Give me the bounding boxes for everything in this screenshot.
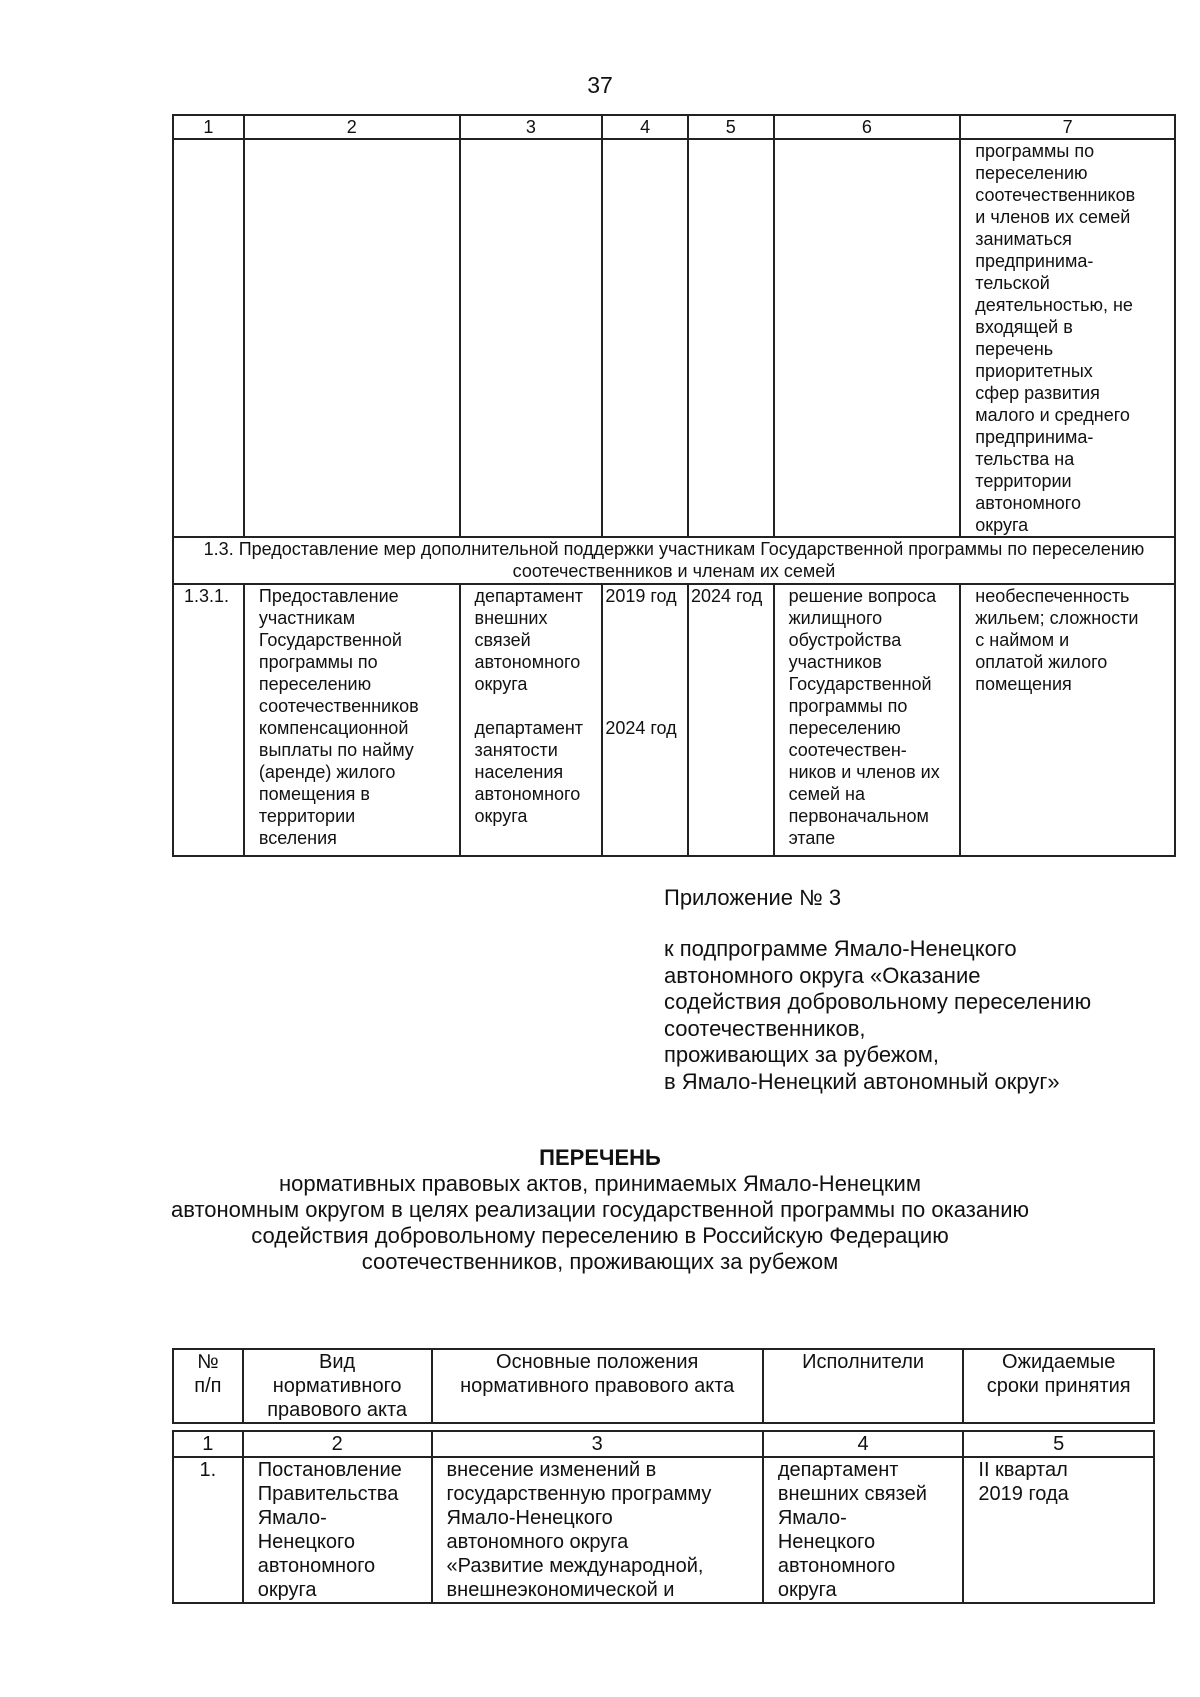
- section-title: 1.3. Предоставление мер дополнительной поддержки участникам Государственной программы по переселению соотечественников и членам их семей: [173, 537, 1175, 584]
- title-line-3: содействия добровольному переселению в Российскую Федерацию: [251, 1223, 949, 1248]
- col-header-7: 7: [960, 115, 1175, 139]
- start-cell: [602, 584, 688, 856]
- title-line-2: автономным округом в целях реализации государственной программы по оказанию: [171, 1197, 1029, 1222]
- title-line-4: соотечественников, проживающих за рубежом: [361, 1249, 839, 1274]
- table-row: [173, 584, 1175, 856]
- col-header-6: 6: [774, 115, 961, 139]
- header-deadline: Ожидаемые сроки принятия: [963, 1349, 1154, 1423]
- continued-risk-cell: программы по переселению соотечественников и членов их семей заниматься предпринима- тельской деятельностью, не входящей в перечень приоритетных сфер развития малого и среднего предпринима- тельства на территории автономного округа: [960, 139, 1175, 537]
- col-header-5: 5: [688, 115, 774, 139]
- executor-1: департамент внешних связей автономного округа: [474, 586, 584, 694]
- table-row: [173, 1457, 1154, 1603]
- measures-table: [172, 114, 1176, 857]
- executors-cell: департамент внешних связей Ямало- Ненецкого автономного округа: [763, 1457, 964, 1603]
- executors-cell: [460, 584, 603, 856]
- col-number-1: 1: [173, 1431, 243, 1457]
- header-number: № п/п: [173, 1349, 243, 1423]
- provisions-cell: внесение изменений в государственную программу Ямало-Ненецкого автономного округа «Развитие международной, внешнеэкономической и: [432, 1457, 763, 1603]
- col-header-4: 4: [602, 115, 688, 139]
- table-header-row: [173, 115, 1175, 139]
- end-year: 2024 год: [688, 584, 774, 856]
- document-title: [0, 1145, 1200, 1171]
- title-line-1: нормативных правовых актов, принимаемых Ямало-Ненецким: [279, 1171, 921, 1196]
- row-number: 1.: [173, 1457, 243, 1603]
- page-number: 37: [587, 72, 613, 98]
- column-number-row: [173, 1431, 1154, 1457]
- table-header-row: [173, 1349, 1154, 1423]
- col-number-2: 2: [243, 1431, 432, 1457]
- deadline-cell: II квартал 2019 года: [963, 1457, 1154, 1603]
- start-year-2: 2024 год: [605, 718, 677, 738]
- col-number-3: 3: [432, 1431, 763, 1457]
- col-number-4: 4: [763, 1431, 964, 1457]
- measure-number: 1.3.1.: [173, 584, 244, 856]
- section-row: [173, 537, 1175, 584]
- col-header-2: 2: [244, 115, 460, 139]
- measure-cell: Предоставление участникам Государственной программы по переселению соотечественников компенсационной выплаты по найму (аренде) жилого помещения в территории вселения: [244, 584, 460, 856]
- appendix-label: Приложение № 3: [664, 885, 842, 910]
- table-row: [173, 139, 1175, 537]
- appendix-subtitle: к подпрограмме Ямало-Ненецкого автономного округа «Оказание содействия добровольному переселению соотечественников, проживающих за рубежом, в Ямало-Ненецкий автономный округ»: [664, 936, 1092, 1094]
- result-cell: решение вопроса жилищного обустройства участников Государственной программы по переселению соотечествен- ников и членов их семей на первоначальном этапе: [774, 584, 961, 856]
- legal-acts-table: [172, 1348, 1155, 1604]
- header-provisions: Основные положения нормативного правового акта: [432, 1349, 763, 1423]
- executor-2: департамент занятости населения автономного округа: [474, 718, 584, 826]
- col-header-1: 1: [173, 115, 244, 139]
- risk-cell: необеспеченность жильем; сложности с наймом и оплатой жилого помещения: [960, 584, 1175, 856]
- start-year-1: 2019 год: [605, 586, 677, 606]
- col-header-3: 3: [460, 115, 603, 139]
- act-type-cell: Постановление Правительства Ямало- Ненецкого автономного округа: [243, 1457, 432, 1603]
- title-heading: ПЕРЕЧЕНЬ: [539, 1145, 661, 1170]
- header-act-type: Вид нормативного правового акта: [243, 1349, 432, 1423]
- header-executors: Исполнители: [763, 1349, 964, 1423]
- col-number-5: 5: [963, 1431, 1154, 1457]
